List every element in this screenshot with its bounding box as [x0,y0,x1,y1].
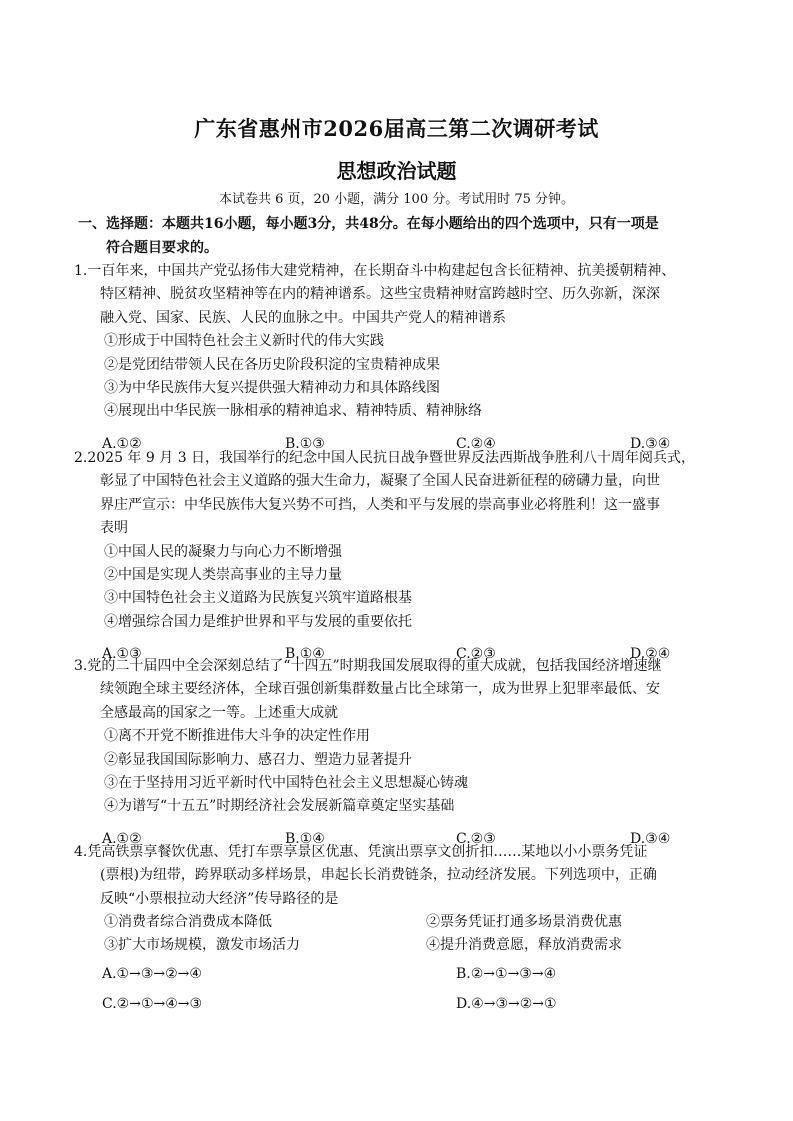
statement-option: ③为中华民族伟大复兴提供强大精神动力和具体路线图 [104,380,440,397]
answer-choice-d[interactable]: D.②④ [630,646,671,663]
statement-option: ①中国人民的凝聚力与向心力不断增强 [104,543,342,560]
answer-choice-c[interactable]: C.②→①→④→③ [102,996,203,1013]
question-stem-line: 1.一百年来，中国共产党弘扬伟大建党精神，在长期奋斗中构建起包含长征精神、抗美援朝精神、 [74,263,676,279]
answer-choice-a[interactable]: A.①→③→②→④ [102,966,202,983]
exam-subtitle: 思想政治试题 [336,159,457,183]
question-stem-line: 特区精神、脱贫攻坚精神等在内的精神谱系。这些宝贵精神财富跨越时空、历久弥新，深深 [100,286,660,303]
statement-option: ③扩大市场规模，激发市场活力 [104,937,300,954]
question-4 [74,841,734,1017]
statement-option: ①形成于中国特色社会主义新时代的伟大实践 [104,333,384,350]
question-stem-line: 融入党、国家、民族、人民的血脉之中。中国共产党人的精神谱系 [100,309,506,326]
answer-choice-a[interactable]: A.①③ [102,646,142,663]
question-1 [74,260,734,457]
question-stem-line: 表明 [100,520,128,537]
answer-choice-b[interactable]: B.①③ [285,435,325,452]
question-stem-line: 全感最高的国家之一等。上述重大成就 [100,704,338,721]
answer-choice-a[interactable]: A.①② [102,830,142,847]
answer-choice-c[interactable]: C.②④ [456,435,496,452]
statement-option: ②中国是实现人类崇高事业的主导力量 [104,567,342,584]
statement-option: ②是党团结带领人民在各历史阶段积淀的宝贵精神成果 [104,356,440,373]
statement-option: ④为谱写“十五五”时期经济社会发展新篇章奠定坚实基础 [104,798,455,815]
question-stem-line: 2.2025 年 9 月 3 日，我国举行的纪念中国人民抗日战争暨世界反法西斯战争胜利八十周年阅兵式， [74,450,696,466]
question-2 [74,447,734,667]
statement-option: ②票务凭证打通多场景消费优惠 [426,914,622,931]
exam-title: 广东省惠州市2026届高三第二次调研考试 [194,116,599,141]
question-stem-line: 界庄严宣示：中华民族伟大复兴势不可挡，人类和平与发展的崇高事业必将胜利！这一盛事 [100,496,660,513]
question-stem-line: 反映“小票根拉动大经济”传导路径的是 [100,890,339,907]
answer-choices-row [74,987,734,1017]
question-stem-line: 续领跑全球主要经济体，全球百强创新集群数量占比全球第一，成为世界上犯罪率最低、安 [100,681,660,698]
statement-option: ④展现出中华民族一脉相承的精神追求、精神特质、精神脉络 [104,403,482,420]
answer-choices-row [74,957,734,987]
exam-info: 本试卷共 6 页，20 小题，满分 100 分。考试用时 75 分钟。 [218,192,575,207]
statement-option: ④增强综合国力是维护世界和平与发展的重要依托 [104,613,412,630]
question-stem-line: 彰显了中国特色社会主义道路的强大生命力，凝聚了全国人民奋进新征程的磅礴力量，向世 [100,473,660,490]
answer-choice-d[interactable]: D.③④ [630,435,671,452]
answer-choice-d[interactable]: D.③④ [630,830,671,847]
statement-option: ①离不开党不断推进伟大斗争的决定性作用 [104,728,370,745]
question-3 [74,655,734,852]
answer-choice-c[interactable]: C.②③ [456,646,496,663]
statement-option: ②彰显我国国际影响力、感召力、塑造力显著提升 [104,751,412,768]
question-stem-line: 4.凭高铁票享餐饮优惠、凭打车票享景区优惠、凭演出票享文创折扣……某地以小小票务凭证 [74,844,648,860]
section-heading-line2: 符合题目要求的。 [106,240,218,256]
statement-option: ④提升消费意愿，释放消费需求 [426,937,622,954]
answer-choice-b[interactable]: B.①④ [285,830,325,847]
answer-choice-c[interactable]: C.②③ [456,830,496,847]
answer-choice-d[interactable]: D.④→③→②→① [456,996,557,1013]
section-heading [78,212,728,260]
statement-option: ③在于坚持用习近平新时代中国特色社会主义思想凝心铸魂 [104,775,468,792]
question-stem-line: (票根)为纽带，跨界联动多样场景，串起长长消费链条，拉动经济发展。下列选项中，正确 [100,867,657,884]
statement-option: ①消费者综合消费成本降低 [104,914,272,931]
answer-choice-b[interactable]: B.①④ [285,646,325,663]
statement-option-row [74,934,734,957]
section-heading-line1: 一、选择题：本题共16小题，每小题3分，共48分。在每小题给出的四个选项中，只有一项是 [78,216,659,232]
statement-option-row [74,911,734,934]
question-stem-line: 3.党的二十届四中全会深刻总结了“十四五”时期我国发展取得的重大成就，包括我国经济增速继 [74,658,662,674]
answer-choice-b[interactable]: B.②→①→③→④ [456,966,557,983]
answer-choice-a[interactable]: A.①② [102,435,142,452]
statement-option: ③中国特色社会主义道路为民族复兴筑牢道路根基 [104,590,412,607]
